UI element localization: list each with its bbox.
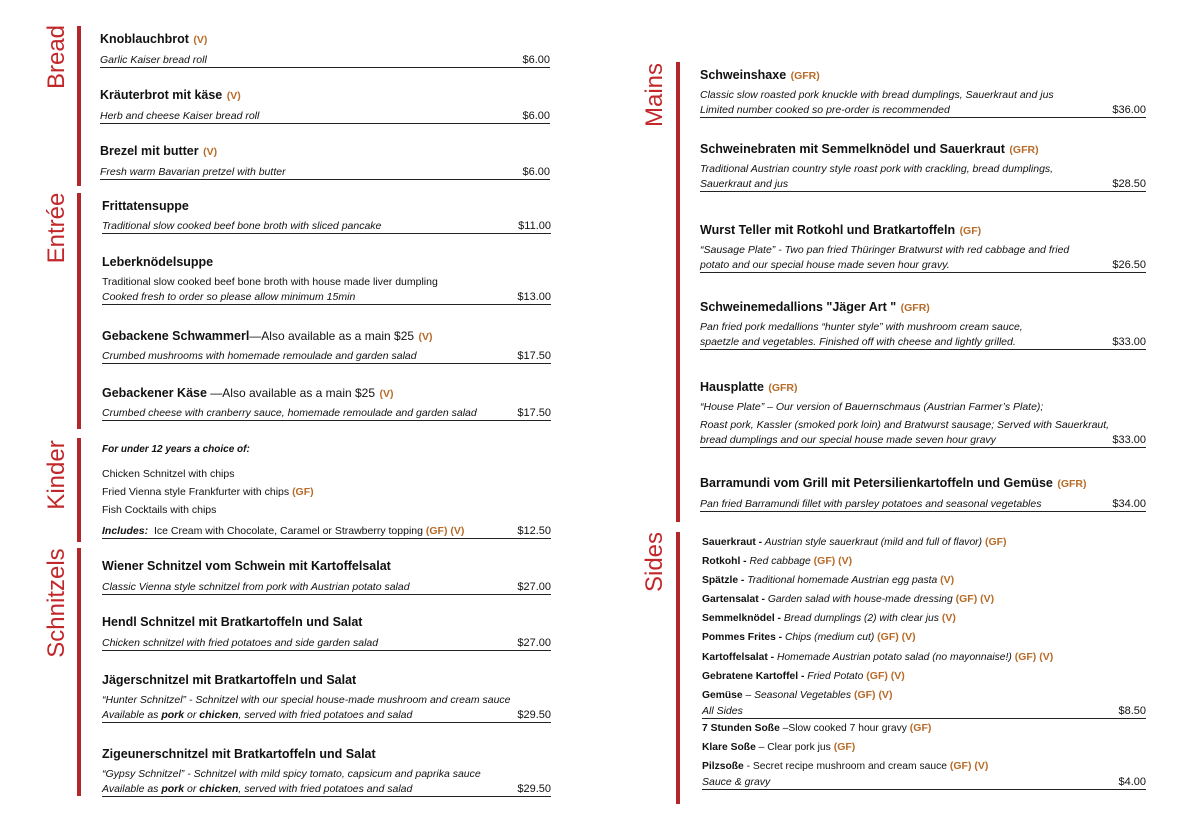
list-item: Pilzsoße - Secret recipe mushroom and cream sauce (GF) (V)	[702, 760, 989, 773]
list-item: Gemüse – Seasonal Vegetables (GF) (V)	[702, 688, 893, 701]
menu-item: Barramundi vom Grill mit Petersilienkartoffeln und Gemüse (GFR) Pan fried Barramundi fillet with parsley potatoes and seasonal vegetables $34.00	[700, 476, 1146, 510]
menu-item: Schweinemedallions "Jäger Art " (GFR) Pan fried pork medallions “hunter style” with mushroom cream sauce, spaetzle and vegetables. Finished off with cheese and lightly grilled. $33.00	[700, 300, 1146, 348]
section-bar-kinder	[77, 438, 81, 542]
list-item: Gebratene Kartoffel - Fried Potato (GF) (V)	[702, 669, 905, 682]
menu-item: Zigeunerschnitzel mit Bratkartoffeln und Salat “Gypsy Schnitzel” - Schnitzel with mild spicy tomato, capsicum and paprika sauce Available as pork or chicken, served with fried potatoes and salad $29.50	[102, 747, 551, 795]
menu-item: Wiener Schnitzel vom Schwein mit Kartoffelsalat Classic Vienna style schnitzel from pork with Austrian potato salad $27.00	[102, 559, 551, 593]
menu-item: Gebackene Schwammerl—Also available as a main $25 (V) Crumbed mushrooms with homemade remoulade and garden salad $17.50	[102, 329, 551, 362]
section-title-schnitzels: Schnitzels	[43, 548, 70, 658]
list-item: Rotkohl - Red cabbage (GF) (V)	[702, 555, 853, 568]
section-bar-mains	[676, 62, 680, 522]
list-item: Fried Vienna style Frankfurter with chips (GF)	[102, 486, 314, 498]
menu-item: Brezel mit butter (V) Fresh warm Bavarian pretzel with butter $6.00	[100, 144, 550, 178]
menu-item: Knoblauchbrot (V) Garlic Kaiser bread roll $6.00	[100, 32, 550, 66]
list-item: Spätzle - Traditional homemade Austrian egg pasta (V)	[702, 574, 955, 587]
section-title-mains: Mains	[641, 62, 668, 128]
list-item: Gartensalat - Garden salad with house-made dressing (GF) (V)	[702, 593, 995, 606]
list-item: Chicken Schnitzel with chips	[102, 468, 235, 480]
list-item: Fish Cocktails with chips	[102, 504, 217, 516]
menu-item: Gebackener Käse —Also available as a main $25 (V) Crumbed cheese with cranberry sauce, homemade remoulade and garden salad $17.50	[102, 386, 551, 419]
menu-item: Hendl Schnitzel mit Bratkartoffeln und Salat Chicken schnitzel with fried potatoes and side garden salad $27.00	[102, 615, 551, 649]
menu-item: Hausplatte (GFR) “House Plate” – Our version of Bauernschmaus (Austrian Farmer’s Plate); Roast pork, Kassler (smoked pork loin) and Bratwurst sausage; Served with Sauerkraut, bread dumplings and our special house made seven hour gravy $33.00	[700, 380, 1146, 446]
section-bar-sides	[676, 532, 680, 804]
menu-item: Schweinebraten mit Semmelknödel und Sauerkraut (GFR) Traditional Austrian country style roast pork with crackling, bread dumplings, Sauerkraut and jus $28.50	[700, 142, 1146, 190]
menu-item: Wurst Teller mit Rotkohl und Bratkartoffeln (GF) “Sausage Plate” - Two pan fried Thüringer Bratwurst with red cabbage and fried potato and our special house made seven hour gravy. $26.50	[700, 223, 1146, 271]
section-title-entree: Entrée	[43, 192, 70, 264]
section-title-sides: Sides	[641, 531, 668, 593]
all-sides-row: All Sides $8.50	[702, 704, 1146, 717]
section-title-kinder: Kinder	[43, 440, 70, 510]
kinder-block: For under 12 years a choice of: Chicken Schnitzel with chips Fried Vienna style Frankfurter with chips (GF) Fish Cocktails with chips Includes: Ice Cream with Chocolate, Caramel or Strawberry topping (GF) (V) $12.50	[102, 444, 551, 537]
menu-item: Frittatensuppe Traditional slow cooked beef bone broth with sliced pancake $11.00	[102, 199, 551, 232]
list-item: Semmelknödel - Bread dumplings (2) with clear jus (V)	[702, 612, 956, 625]
section-bar-schnitzels	[77, 548, 81, 796]
menu-item: Jägerschnitzel mit Bratkartoffeln und Salat “Hunter Schnitzel” - Schnitzel with our special house-made mushroom and cream sauce Available as pork or chicken, served with fried potatoes and salad $29.50	[102, 673, 551, 721]
list-item: Kartoffelsalat - Homemade Austrian potato salad (no mayonnaise!) (GF) (V)	[702, 650, 1054, 663]
menu-item: Kräuterbrot mit käse (V) Herb and cheese Kaiser bread roll $6.00	[100, 88, 550, 122]
sauces-list	[702, 719, 1146, 790]
list-item: 7 Stunden Soße –Slow cooked 7 hour gravy (GF)	[702, 722, 932, 734]
sides-list	[702, 533, 1146, 719]
list-item: Pommes Frites - Chips (medium cut) (GF) (V)	[702, 631, 916, 644]
list-item: Sauerkraut - Austrian style sauerkraut (mild and full of flavor) (GF)	[702, 536, 1007, 548]
section-bar-entree	[77, 193, 81, 429]
sauce-gravy-row: Sauce & gravy $4.00	[702, 776, 1146, 789]
menu-item: Schweinshaxe (GFR) Classic slow roasted pork knuckle with bread dumplings, Sauerkraut and jus Limited number cooked so pre-order is recommended $36.00	[700, 68, 1146, 116]
section-bar-bread	[77, 26, 81, 186]
menu-item: Leberknödelsuppe Traditional slow cooked beef bone broth with house made liver dumpling Cooked fresh to order so please allow minimum 15min $13.00	[102, 255, 551, 303]
section-title-bread: Bread	[43, 24, 70, 90]
list-item: Klare Soße – Clear pork jus (GF)	[702, 741, 856, 754]
